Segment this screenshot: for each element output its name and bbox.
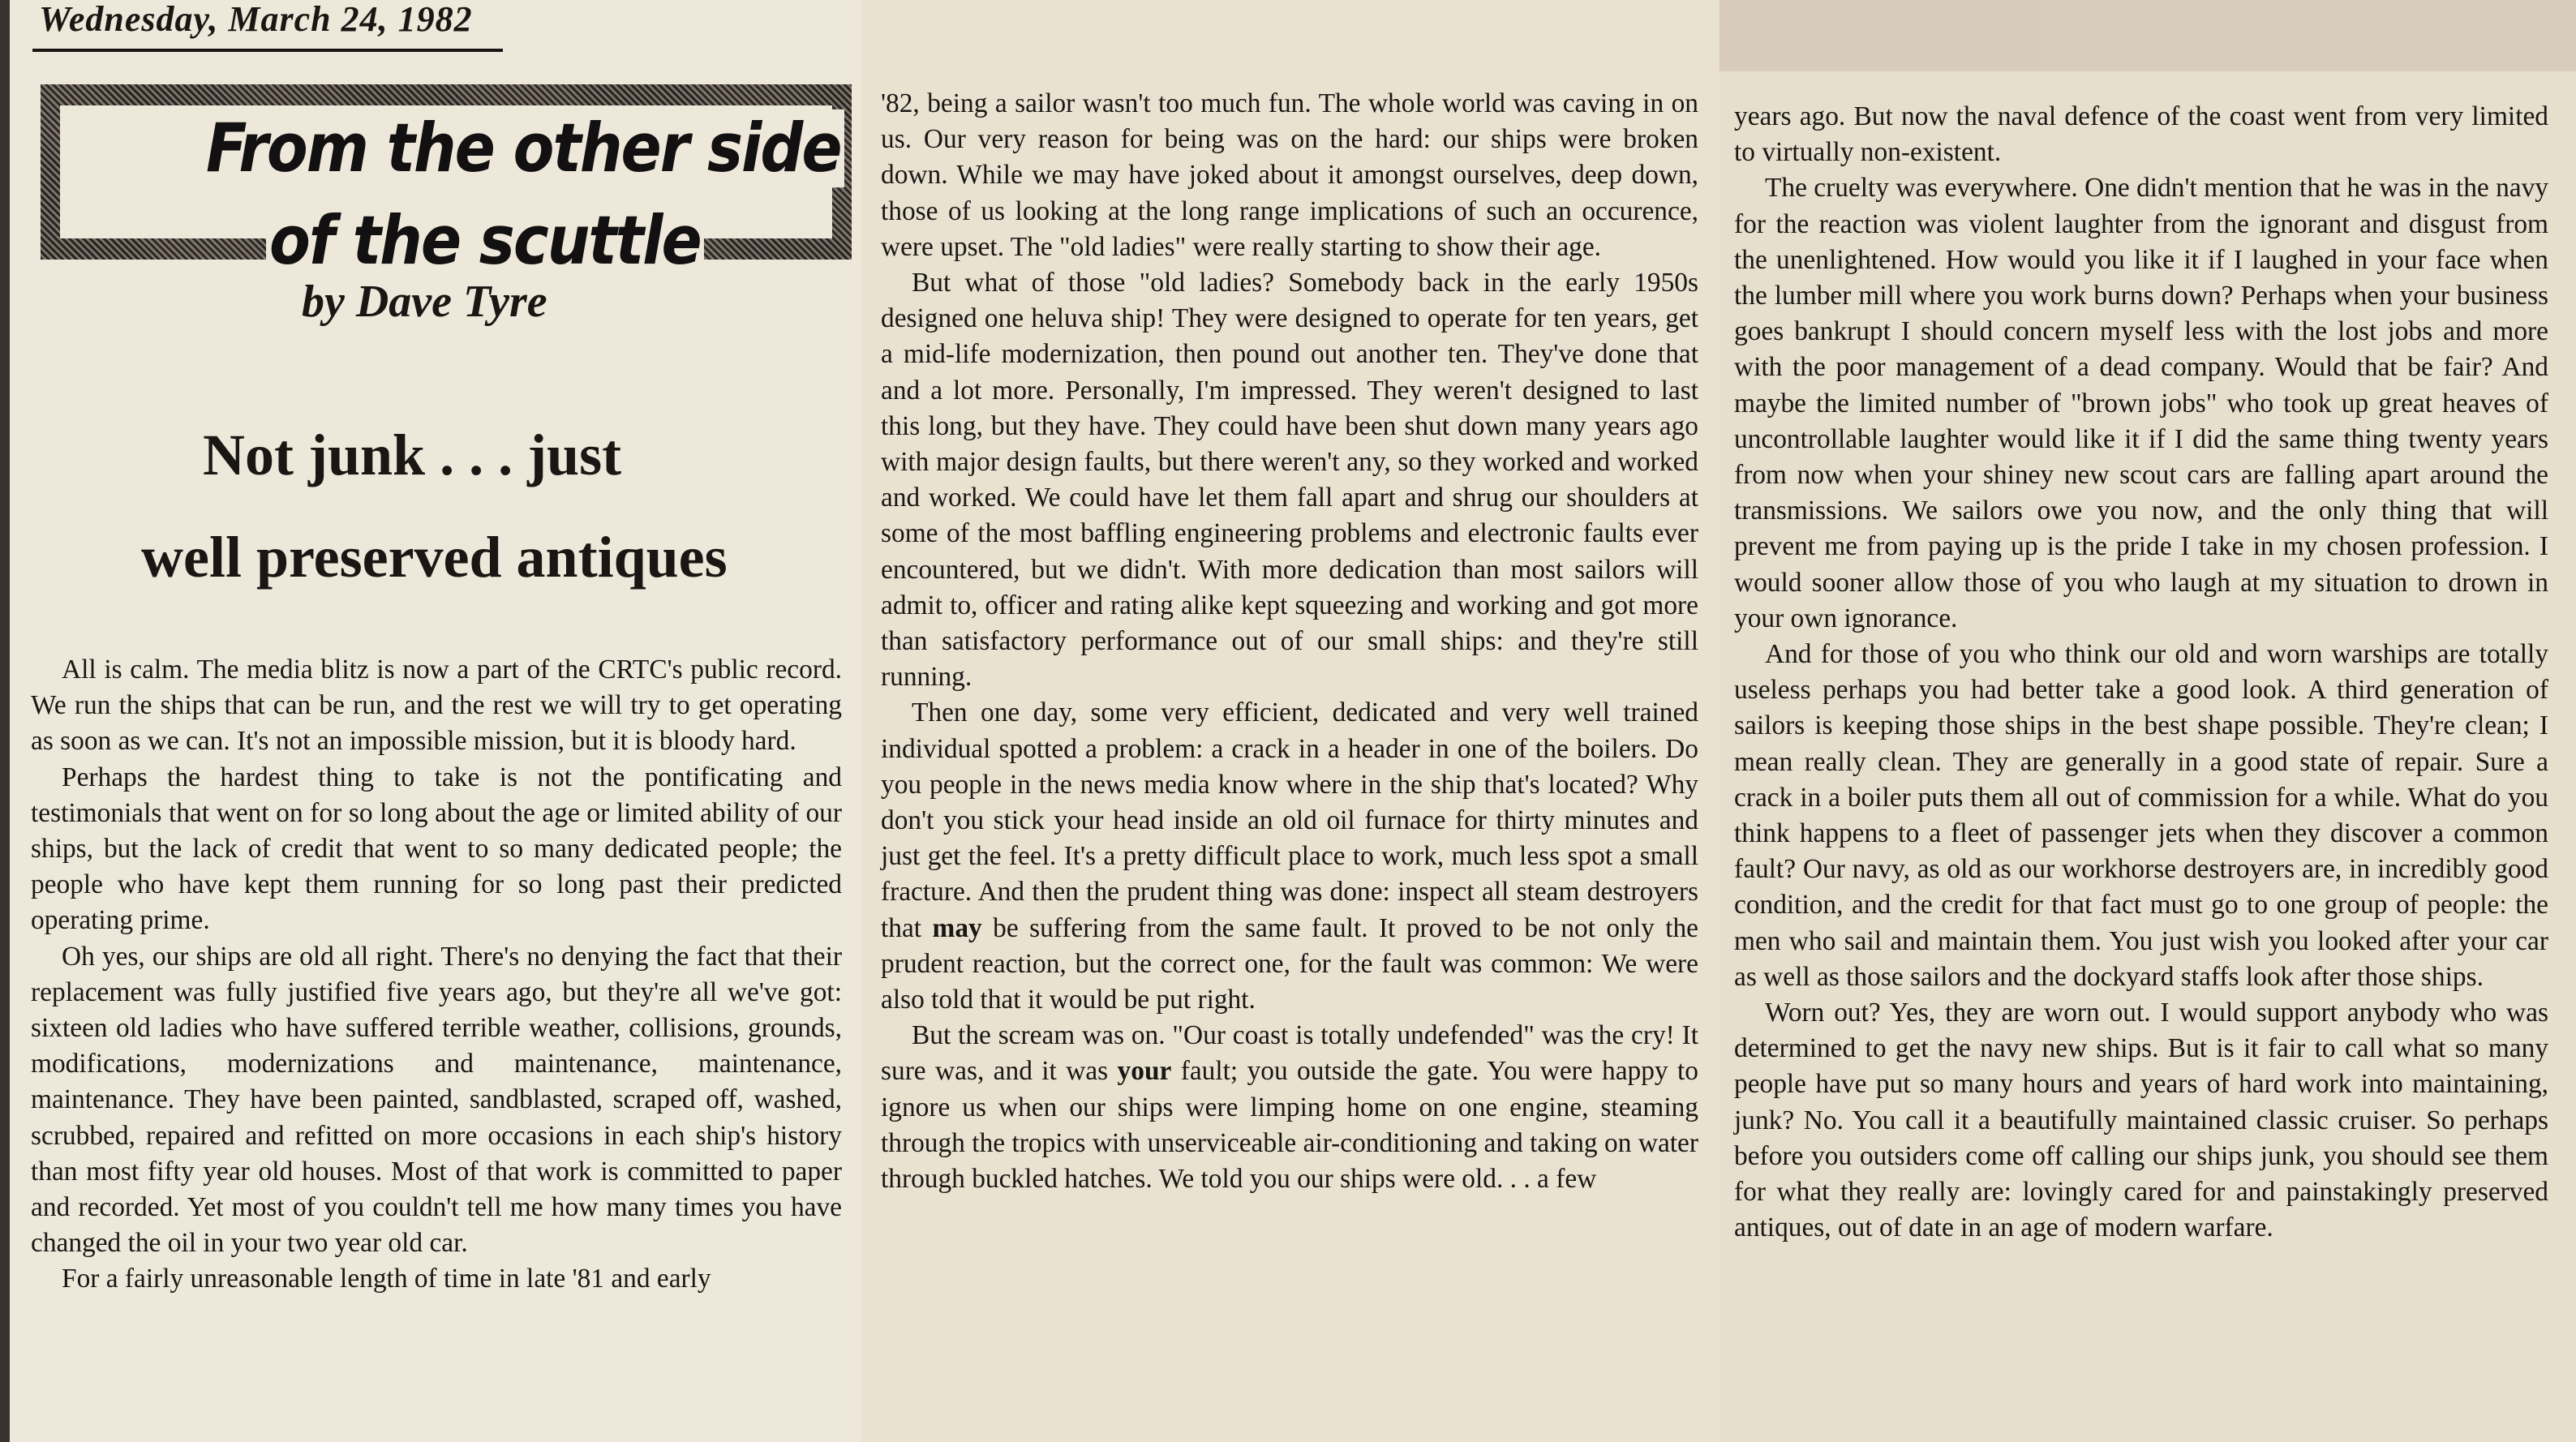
- text-run: Then one day, some very efficient, dedicated and very well trained individual spotted a problem: a crack in a header in one of the boilers. Do you people in the news media know where in the ship that's located? Why don't you stick your head inside an old oil furnace for thirty minutes and just get the feel. It's a pretty difficult place to work, much less spot a small fracture. And then the prudent thing was done: inspect all steam destroyers that: [881, 697, 1698, 943]
- paragraph: [881, 1018, 1698, 1197]
- headline-line-1: Not junk . . . just: [203, 423, 622, 487]
- bold-word: may: [932, 912, 982, 943]
- paragraph: Worn out? Yes, they are worn out. I would support anybody who was determined to get the navy new ships. But is it fair to call what so many people have put so many hours and years of hard work into maintaining, junk? No. You call it a beautifully maintained classic cruiser. So perhaps before you outsiders come off calling our ships junk, you should see them for what they really are: lovingly cared for and painstakingly preserved antiques, out of date in an age of modern warfare.: [1734, 998, 2548, 1243]
- clipping-left-edge: [0, 0, 10, 1442]
- article-column-2: [881, 86, 1698, 1197]
- column-title-line-2: of the scuttle: [266, 202, 704, 280]
- text-run: be suffering from the same fault. It proved to be not only the prudent reaction, but the correct one, for the fault was common: We were also told that it would be put right.: [881, 912, 1698, 1015]
- byline: by Dave Tyre: [302, 277, 547, 327]
- article-column-1: [31, 652, 842, 1298]
- column-title-line-1: From the other side: [203, 109, 844, 187]
- bold-word: your: [1117, 1056, 1172, 1087]
- paragraph: [881, 695, 1698, 1018]
- paragraph: years ago. But now the naval defence of the coast went from very limited to virtually non-existent.: [1734, 101, 2548, 168]
- date-heading: Wednesday, March 24, 1982: [39, 0, 473, 39]
- paragraph: The cruelty was everywhere. One didn't mention that he was in the navy for the reaction was violent laughter from the ignorant and disgust from the unenlightened. How would you like it if I laughed in your face when the lumber mill where you work burns down? Perhaps when your business goes bankrupt I should concern myself less with the lost jobs and more with the poor management of a dead company. Would that be fair? And maybe the limited number of "brown jobs" who took up great heaves of uncontrollable laughter would like it if I did the same thing twenty years from now when your shiney new scout cars are falling apart around the transmissions. We sailors owe you now, and the only thing that will prevent me from paying up is the pride I take in my chosen profession. I would sooner allow those of you who laugh at my situation to drown in your own ignorance.: [1734, 173, 2548, 633]
- article-column-3: [1734, 99, 2548, 1247]
- dateline-bar: [32, 0, 503, 52]
- text-run: But the scream was on. "Our coast is totally undefended" was the cry! It sure was, and it was: [881, 1020, 1698, 1087]
- text-run: fault; you outside the gate. You were happy to ignore us when our ships were limping home on one engine, steaming through the tropics with unserviceable air-conditioning and taking on water through buckled hatches. We told you our ships were old. . . a few: [881, 1056, 1698, 1195]
- paragraph: But what of those "old ladies? Somebody back in the early 1950s designed one heluva ship! They were designed to operate for ten years, get a mid-life modernization, then pound out another ten. They've done that and a lot more. Personally, I'm impressed. They weren't designed to last this long, but they have. They could have been shut down many years ago with major design faults, but there weren't any, so they worked and worked and worked. We could have let them fall apart and shrug our shoulders at some of the most baffling engineering problems and electronic faults ever encountered, but we didn't. With more dedication than most sailors will admit to, officer and rating alike kept squeezing and working and got more than satisfactory performance out of our small ships: and they're still running.: [881, 268, 1698, 693]
- paragraph: Oh yes, our ships are old all right. There's no denying the fact that their replacement was fully justified five years ago, but they're all we've got: sixteen old ladies who have suffered terrible weather, collisions, grounds, modifications, modernizations and maintenance, maintenance, maintenance. They have been painted, sandblasted, scraped off, washed, scrubbed, repaired and refitted on more occasions in each ship's history than most fifty year old houses. Most of that work is committed to paper and recorded. Yet most of you couldn't tell me how many times you have changed the oil in your two year old car.: [31, 941, 842, 1259]
- paragraph: '82, being a sailor wasn't too much fun. The whole world was caving in on us. Our very reason for being was on the hard: our ships were broken down. While we may have joked about it amongst ourselves, deep down, those of us looking at the long range implications of such an occurence, were upset. The "old ladies" were really starting to show their age.: [881, 88, 1698, 262]
- paragraph: Perhaps the hardest thing to take is not the pontificating and testimonials that went on for so long about the age or limited ability of our ships, but the lack of credit that went to so many dedicated people; the people who have kept them running for so long past their predicted operating prime.: [31, 762, 842, 936]
- paragraph: All is calm. The media blitz is now a part of the CRTC's public record. We run the ships that can be run, and the rest we will try to get operating as soon as we can. It's not an impossible mission, but it is bloody hard.: [31, 654, 842, 757]
- headline-line-2: well preserved antiques: [141, 525, 728, 590]
- paragraph: And for those of you who think our old and worn warships are totally useless perhaps you had better take a good look. A third generation of sailors is keeping those ships in the best shape possible. They're clean; I mean really clean. They are generally in a good state of repair. Sure a crack in a boiler puts them all out of commission for a while. What do you think happens to a fleet of passenger jets when they discover a common fault? Our navy, as old as our workhorse destroyers are, in incredibly good condition, and the credit for that fact must go to one group of people: the men who sail and maintain them. You just wish you looked after your car as well as those sailors and the dockyard staffs look after those ships.: [1734, 639, 2548, 992]
- paragraph: For a fairly unreasonable length of time in late '81 and early: [62, 1264, 711, 1294]
